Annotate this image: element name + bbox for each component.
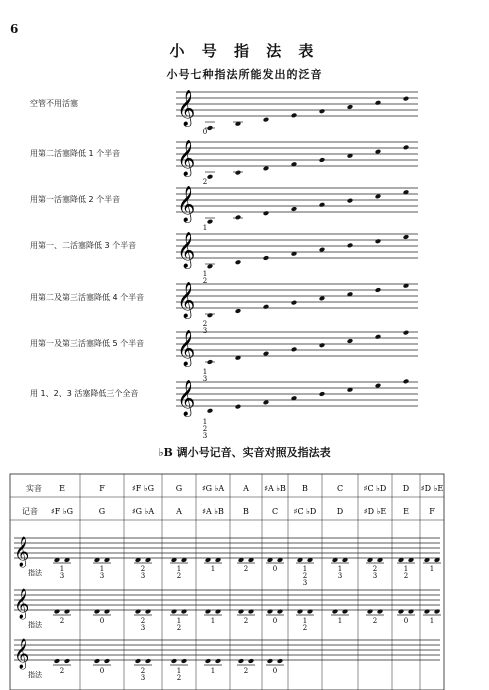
section-subtitle: 小号七种指法所能发出的泛音 (166, 68, 323, 81)
table-note (54, 609, 61, 615)
table-note (181, 609, 188, 615)
table-fingering: 2 (372, 617, 378, 625)
table-cell: ♯C ♭D (293, 507, 317, 516)
harmonic-note (207, 408, 214, 414)
table-fingering: 2 (176, 674, 182, 682)
table-cell: F (429, 507, 435, 516)
table-note (215, 658, 222, 664)
table-fingering: 3 (337, 572, 343, 580)
harmonic-row-label: 用第一、二活塞降低 3 个半音 (30, 241, 137, 250)
table-note (267, 609, 274, 615)
table-note (64, 658, 71, 664)
table-note (377, 609, 384, 615)
table-fingering: 2 (140, 667, 146, 675)
treble-clef-icon: 𝄞 (177, 186, 196, 222)
harmonic-note (375, 100, 382, 106)
harmonic-note (207, 174, 214, 180)
harmonic-fingering: 3 (202, 375, 208, 383)
harmonic-fingering: 1 (202, 418, 208, 426)
table-fingering: 2 (59, 617, 65, 625)
table-note (205, 658, 212, 664)
table-cell: ♯F ♭G (50, 507, 74, 516)
harmonic-note (319, 108, 326, 114)
table-note (424, 609, 431, 615)
harmonic-note (235, 259, 242, 265)
table-fingering: 1 (176, 667, 182, 675)
table-fingering: 3 (140, 624, 146, 632)
table-fingering: 3 (140, 572, 146, 580)
table-fingering-label: 指法 (28, 569, 42, 577)
table-note (171, 658, 178, 664)
treble-clef-icon: 𝄞 (177, 282, 196, 318)
table-note (332, 609, 339, 615)
table-fingering: 1 (210, 667, 216, 675)
table-cell: A (176, 507, 182, 516)
table-note (145, 609, 152, 615)
treble-clef-icon: 𝄞 (177, 380, 196, 416)
page-number: 6 (10, 22, 19, 36)
table-cell: G (98, 507, 106, 516)
table-cell: ♯C ♭D (363, 484, 387, 493)
table-note (135, 609, 142, 615)
table-fingering: 1 (403, 565, 409, 573)
table-note (277, 609, 284, 615)
table-cell: B (302, 484, 308, 493)
table-fingering: 1 (59, 565, 65, 573)
treble-clef-icon: 𝄞 (14, 589, 30, 619)
harmonic-note (207, 312, 214, 318)
table-note (205, 609, 212, 615)
table-fingering: 3 (99, 572, 105, 580)
table-note (54, 658, 61, 664)
table-cell: E (403, 507, 409, 516)
table-note (342, 609, 349, 615)
table-note (238, 658, 245, 664)
table-fingering: 3 (372, 572, 378, 580)
harmonic-note (319, 157, 326, 163)
table-note (238, 609, 245, 615)
table-fingering: 3 (302, 579, 308, 587)
table-cell: ♯G ♭A (131, 507, 155, 516)
harmonic-row-label: 用第二及第三活塞降低 4 个半音 (30, 293, 145, 302)
table-note (267, 658, 274, 664)
table-note (145, 658, 152, 664)
harmonic-note (291, 113, 298, 119)
harmonic-row-label: 用第一及第三活塞降低 5 个半音 (30, 339, 145, 348)
harmonic-note (319, 296, 326, 302)
table-fingering: 2 (59, 667, 65, 675)
table-cell: E (59, 484, 65, 493)
table-fingering: 2 (243, 565, 249, 573)
harmonic-row-label: 用第二活塞降低 1 个半音 (30, 149, 121, 158)
harmonic-note (403, 96, 410, 102)
treble-clef-icon: 𝄞 (177, 140, 196, 176)
harmonic-fingering: 0 (202, 128, 208, 136)
harmonic-note (291, 300, 298, 306)
treble-clef-icon: 𝄞 (14, 537, 30, 567)
table-fingering: 1 (302, 565, 308, 573)
table-fingering-label: 指法 (28, 671, 42, 679)
table-fingering: 1 (337, 565, 343, 573)
harmonic-note (347, 338, 354, 344)
harmonic-note (291, 347, 298, 353)
harmonic-note (375, 149, 382, 155)
harmonic-fingering: 1 (202, 270, 208, 278)
table-fingering-label: 指法 (28, 621, 42, 629)
table-fingering: 2 (372, 565, 378, 573)
harmonic-row-label: 用第一活塞降低 2 个半音 (30, 195, 121, 204)
table-note (64, 609, 71, 615)
harmonic-fingering: 2 (202, 320, 208, 328)
harmonic-note (263, 400, 270, 406)
harmonic-fingering: 1 (202, 368, 208, 376)
table-note (248, 658, 255, 664)
page-title: 小 号 指 法 表 (169, 42, 320, 60)
table-fingering: 0 (403, 617, 409, 625)
table-cell: D (336, 507, 344, 516)
table-cell: G (175, 484, 183, 493)
harmonic-note (207, 219, 214, 225)
table-fingering: 1 (176, 565, 182, 573)
harmonic-note (347, 198, 354, 204)
table-cell: ♯A ♭B (264, 484, 286, 493)
table-fingering: 1 (210, 565, 216, 573)
table-cell: D (402, 484, 410, 493)
table-fingering: 3 (140, 674, 146, 682)
table-fingering: 2 (302, 572, 308, 580)
harmonic-note (403, 330, 410, 336)
table-fingering: 0 (272, 565, 278, 573)
harmonic-note (235, 215, 242, 221)
treble-clef-icon: 𝄞 (177, 330, 196, 366)
table-note (408, 609, 415, 615)
table-note (277, 658, 284, 664)
table-fingering: 1 (176, 617, 182, 625)
harmonic-note (347, 104, 354, 110)
table-fingering: 2 (176, 572, 182, 580)
table-note (248, 609, 255, 615)
harmonic-note (375, 287, 382, 293)
harmonic-note (403, 145, 410, 151)
harmonic-note (207, 264, 214, 270)
table-note (367, 609, 374, 615)
table-row-label: 记音 (22, 507, 38, 516)
table-fingering: 1 (302, 617, 308, 625)
harmonic-note (263, 210, 270, 216)
table-cell: A (243, 484, 249, 493)
table-note (94, 609, 101, 615)
table-cell: ♯D ♭E (363, 507, 387, 516)
table-fingering: 2 (243, 617, 249, 625)
table-note (104, 609, 111, 615)
harmonic-note (319, 342, 326, 348)
harmonic-note (347, 243, 354, 249)
table-fingering: 1 (210, 617, 216, 625)
table-note (94, 658, 101, 664)
table-note (135, 658, 142, 664)
table-fingering: 0 (272, 617, 278, 625)
harmonic-note (319, 202, 326, 208)
table-fingering: 2 (176, 624, 182, 632)
table-note (171, 609, 178, 615)
table-fingering: 0 (99, 617, 105, 625)
harmonic-note (375, 334, 382, 340)
treble-clef-icon: 𝄞 (177, 90, 196, 126)
harmonic-row-label: 空管不用活塞 (30, 99, 78, 108)
table-cell: ♯G ♭A (201, 484, 225, 493)
table-cell: C (336, 484, 344, 493)
table-note (215, 609, 222, 615)
table-fingering: 1 (337, 617, 343, 625)
harmonic-fingering: 3 (202, 327, 208, 335)
table-note (181, 658, 188, 664)
harmonic-note (403, 234, 410, 240)
harmonic-note (235, 308, 242, 314)
harmonic-note (319, 391, 326, 397)
table-fingering: 1 (99, 565, 105, 573)
harmonic-note (263, 351, 270, 357)
table-note (297, 609, 304, 615)
harmonic-note (263, 117, 270, 123)
table-cell: B (243, 507, 249, 516)
harmonic-note (375, 194, 382, 200)
harmonic-note (403, 379, 410, 385)
table-cell: ♯F ♭G (131, 484, 155, 493)
harmonic-row-label: 用 1、2、3 活塞降低三个全音 (30, 389, 139, 398)
table-fingering: 0 (272, 667, 278, 675)
harmonic-note (263, 255, 270, 261)
table-fingering: 2 (243, 667, 249, 675)
harmonic-note (319, 247, 326, 253)
treble-clef-icon: 𝄞 (177, 232, 196, 268)
table-fingering: 2 (302, 624, 308, 632)
harmonic-note (375, 238, 382, 244)
harmonic-note (235, 170, 242, 176)
harmonic-fingering: 2 (202, 277, 208, 285)
table-fingering: 2 (140, 565, 146, 573)
harmonic-note (263, 304, 270, 310)
harmonic-fingering: 1 (202, 224, 208, 232)
harmonic-note (263, 166, 270, 172)
table-fingering: 1 (429, 617, 435, 625)
table-fingering: 2 (140, 617, 146, 625)
harmonic-fingering: 3 (202, 432, 208, 440)
table-cell: ♯A ♭B (202, 507, 224, 516)
table-note (398, 609, 405, 615)
table-note (307, 609, 314, 615)
table-fingering: 0 (99, 667, 105, 675)
table-fingering: 2 (403, 572, 409, 580)
treble-clef-icon: 𝄞 (14, 639, 30, 669)
comparison-table-title: ♭B 调小号记音、实音对照及指法表 (158, 446, 331, 459)
table-fingering: 1 (429, 565, 435, 573)
table-row-label: 实音 (26, 484, 42, 493)
table-cell: ♯D ♭E (420, 484, 444, 493)
table-cell: C (271, 507, 279, 516)
table-note (434, 609, 441, 615)
harmonic-note (375, 383, 382, 389)
table-cell: F (99, 484, 105, 493)
harmonic-note (235, 404, 242, 410)
table-note (104, 658, 111, 664)
harmonic-note (291, 206, 298, 212)
harmonic-fingering: 2 (202, 425, 208, 433)
table-fingering: 3 (59, 572, 65, 580)
harmonic-fingering: 2 (202, 178, 208, 186)
